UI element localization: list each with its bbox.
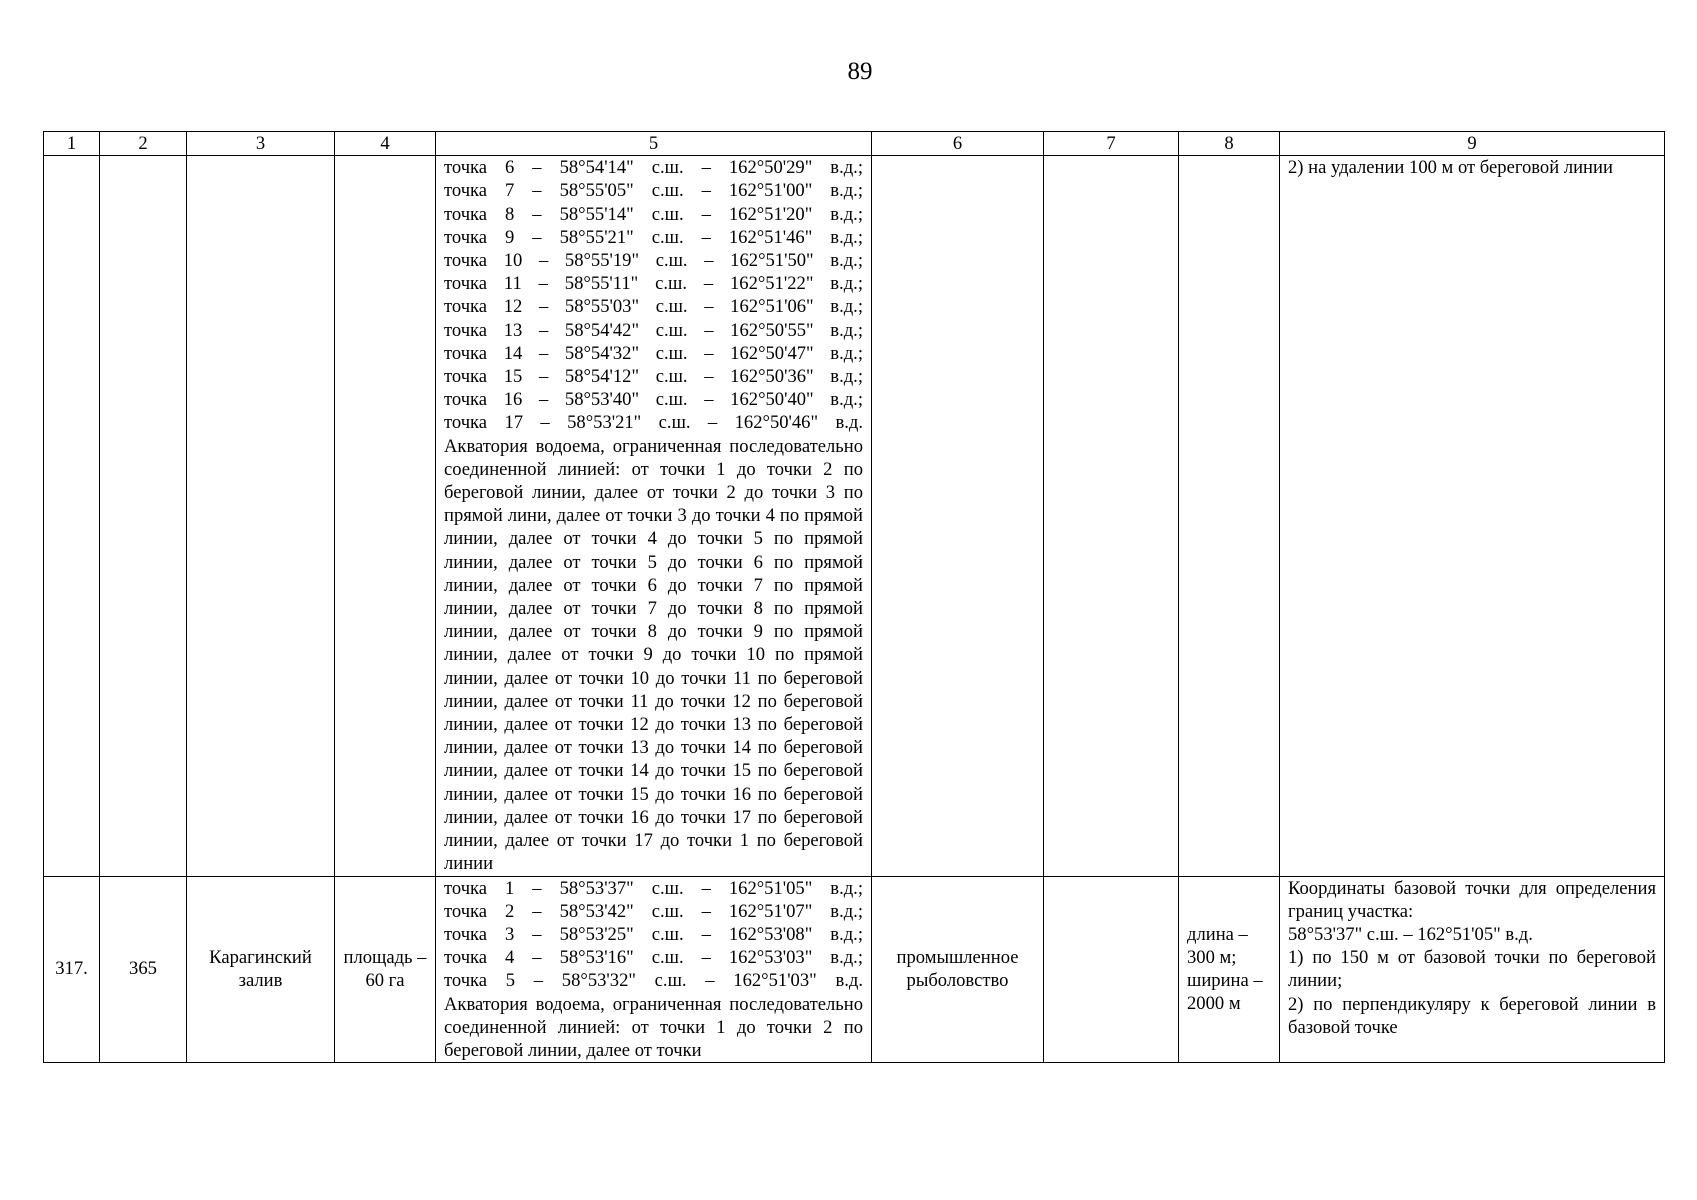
coordinate-line: точка 5 – 58°53'32" с.ш. – 162°51'03" в.д. [444, 970, 863, 992]
coordinate-line: точка 15 – 58°54'12" с.ш. – 162°50'36" в.д.; [444, 366, 863, 388]
cell-num: 317. [44, 876, 100, 1062]
coordinate-line: точка 13 – 58°54'42" с.ш. – 162°50'55" в.д.; [444, 319, 863, 341]
cell-id [100, 156, 187, 876]
cell-purpose: промышленное рыболовство [872, 876, 1044, 1062]
coordinate-line: точка 11 – 58°55'11" с.ш. – 162°51'22" в.д.; [444, 273, 863, 295]
coordinate-line: точка 14 – 58°54'32" с.ш. – 162°50'47" в.д.; [444, 342, 863, 364]
cell-num [44, 156, 100, 876]
column-header: 1 [44, 132, 100, 156]
coordinate-line: точка 6 – 58°54'14" с.ш. – 162°50'29" в.д.; [444, 157, 863, 179]
coordinate-line: точка 9 – 58°55'21" с.ш. – 162°51'46" в.д.; [444, 226, 863, 248]
cell-notes [1280, 876, 1665, 1062]
boundary-description: Акватория водоема, ограниченная последовательно соединенной линией: от точки 1 до точки 2 по береговой линии, далее от точки [444, 993, 863, 1061]
column-header: 2 [100, 132, 187, 156]
column-header: 8 [1179, 132, 1280, 156]
column-header: 9 [1280, 132, 1665, 156]
coordinate-line: точка 2 – 58°53'42" с.ш. – 162°51'07" в.д.; [444, 900, 863, 922]
cell-boundaries [436, 876, 872, 1062]
cell-boundaries [436, 156, 872, 876]
column-number-row [44, 132, 1665, 156]
column-header: 6 [872, 132, 1044, 156]
coordinate-line: точка 17 – 58°53'21" с.ш. – 162°50'46" в.д. [444, 412, 863, 434]
coordinate-line: точка 3 – 58°53'25" с.ш. – 162°53'08" в.д.; [444, 923, 863, 945]
cell-col7 [1044, 156, 1179, 876]
notes-line: Координаты базовой точки для определения границ участка: [1288, 877, 1656, 922]
coordinate-line: точка 8 – 58°55'14" с.ш. – 162°51'20" в.д.; [444, 203, 863, 225]
cell-notes: 2) на удалении 100 м от береговой линии [1280, 156, 1665, 876]
column-header: 3 [187, 132, 335, 156]
column-header: 7 [1044, 132, 1179, 156]
coordinate-line: точка 4 – 58°53'16" с.ш. – 162°53'03" в.д.; [444, 947, 863, 969]
notes-line: 58°53'37" с.ш. – 162°51'05" в.д. [1288, 923, 1533, 945]
coordinate-line: точка 16 – 58°53'40" с.ш. – 162°50'40" в.д.; [444, 389, 863, 411]
coordinate-line: точка 10 – 58°55'19" с.ш. – 162°51'50" в.д.; [444, 250, 863, 272]
cell-name: Карагинский залив [187, 876, 335, 1062]
cell-id: 365 [100, 876, 187, 1062]
cell-col7 [1044, 876, 1179, 1062]
cell-area [335, 156, 436, 876]
column-header: 4 [335, 132, 436, 156]
column-header: 5 [436, 132, 872, 156]
cell-size: длина – 300 м; ширина – 2000 м [1179, 876, 1280, 1062]
cell-name [187, 156, 335, 876]
coordinate-line: точка 7 – 58°55'05" с.ш. – 162°51'00" в.д.; [444, 180, 863, 202]
cell-purpose [872, 156, 1044, 876]
table-row-317 [44, 876, 1665, 1062]
cell-area: площадь – 60 га [335, 876, 436, 1062]
notes-line: 2) по перпендикуляру к береговой линии в базовой точке [1288, 993, 1656, 1038]
page-number: 89 [847, 58, 873, 85]
notes-line: 1) по 150 м от базовой точки по береговой линии; [1288, 947, 1656, 992]
table-row-continued [44, 156, 1665, 876]
coordinate-line: точка 1 – 58°53'37" с.ш. – 162°51'05" в.д.; [444, 877, 863, 899]
coordinate-line: точка 12 – 58°55'03" с.ш. – 162°51'06" в.д.; [444, 296, 863, 318]
boundary-description: Акватория водоема, ограниченная последовательно соединенной линией: от точки 1 до точки 2 по береговой линии, далее от точки 2 до точки 3 по прямой лини, далее от точки 3 до точки 4 по прямой линии, далее от точки 4 до точки 5 по прямой линии, далее от точки 5 до точки 6 по прямой линии, далее от точки 6 до точки 7 по прямой линии, далее от точки 7 до точки 8 по прямой линии, далее от точки 8 до точки 9 по прямой линии, далее от точки 9 до точки 10 по прямой линии, далее от точки 10 до точки 11 по береговой линии, далее от точки 11 до точки 12 по береговой линии, далее от точки 12 до точки 13 по береговой линии, далее от точки 13 до точки 14 по береговой линии, далее от точки 14 до точки 15 по береговой линии, далее от точки 15 до точки 16 по береговой линии, далее от точки 16 до точки 17 по береговой линии, далее от точки 17 до точки 1 по береговой линии [444, 435, 863, 875]
cell-size [1179, 156, 1280, 876]
fishing-areas-table [43, 131, 1665, 1063]
